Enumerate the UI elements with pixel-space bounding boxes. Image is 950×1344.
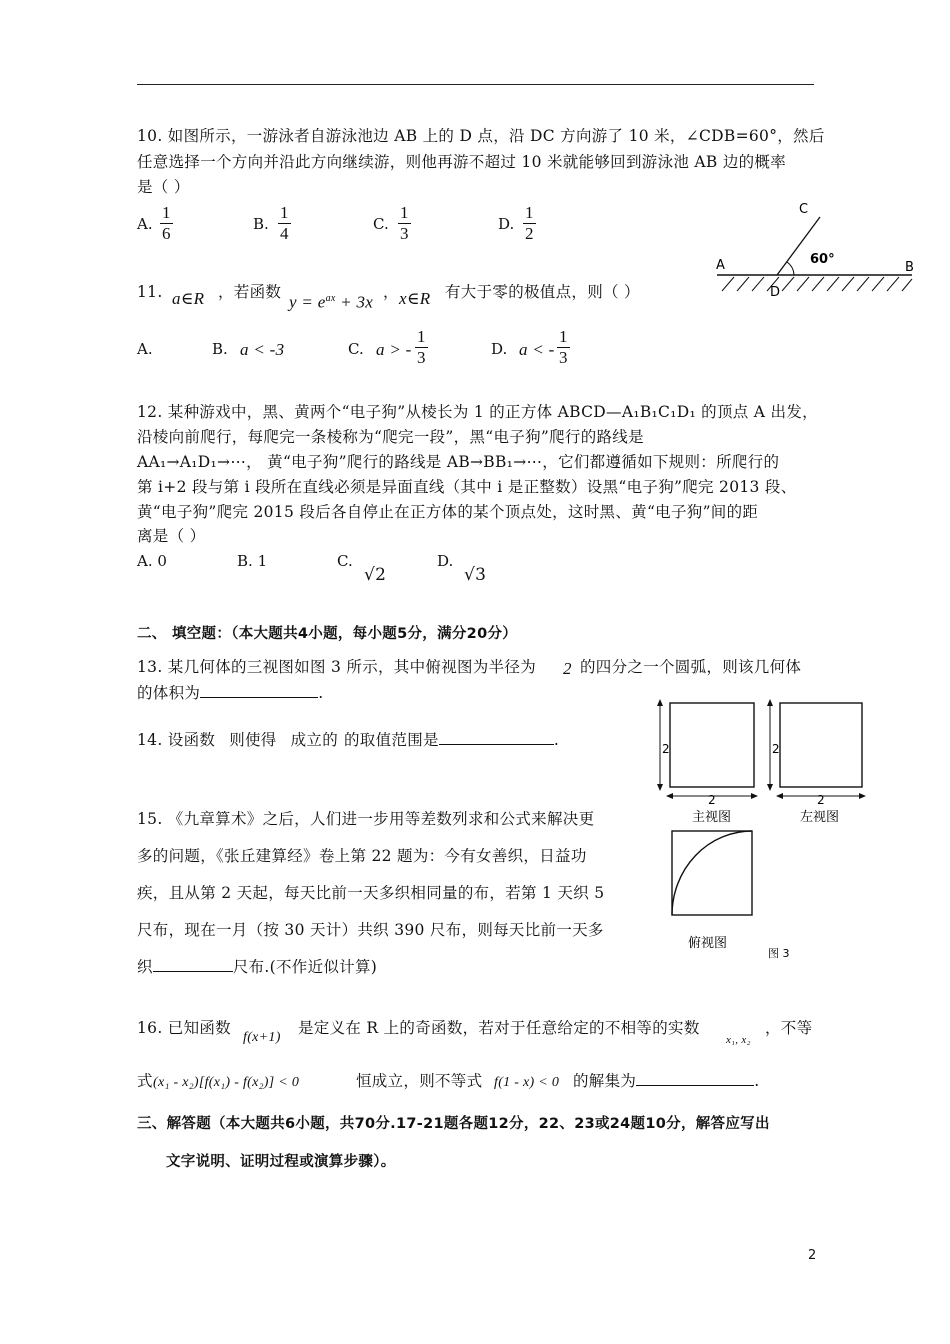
q12-option-c-label: C. — [337, 552, 353, 570]
q12-option-c-expr: √2 — [364, 565, 387, 585]
q16-inequality2: f(1 - x) < 0 — [494, 1075, 560, 1090]
q12-option-d-label: D. — [437, 552, 454, 570]
q12-line1: 12. 某种游戏中，黑、黄两个“电子狗”从棱长为 1 的正方体 ABCD—A₁B₁C₁D₁ 的顶点 A 出发， — [137, 403, 818, 421]
figure-label-a: A — [716, 258, 725, 273]
q10-line1: 10. 如图所示，一游泳者自游泳池边 AB 上的 D 点，沿 DC 方向游了 10 米，∠CDB=60°，然后 — [137, 127, 825, 145]
figure-label-c: C — [799, 202, 809, 217]
q12-line3: AA₁→A₁D₁→⋯， 黄“电子狗”爬行的路线是 AB→BB₁→⋯，它们都遵循如下规则：所爬行的 — [137, 453, 780, 471]
three-views-figure — [650, 695, 870, 965]
q12-line5: 黄“电子狗”爬完 2015 段后各自停止在正方体的某个顶点处，这时黑、黄“电子狗”间的距 — [137, 503, 759, 521]
q11-option-b-label: B. — [212, 340, 228, 358]
q12-option-a: A. 0 — [137, 552, 167, 570]
q16-line1c: ，不等 — [765, 1019, 813, 1037]
q10-option-b-label: B. — [253, 215, 269, 233]
q12-option-d-expr: √3 — [464, 565, 487, 585]
q10-line2: 任意选择一个方向并沿此方向继续游，则他再游不超过 10 米就能够回到游泳池 AB 边的概率 — [137, 153, 787, 171]
q11-text2: 有大于零的极值点，则（ ） — [445, 283, 640, 301]
q13-line2: 的体积为 . — [137, 684, 324, 702]
q11-separator: ， — [383, 283, 399, 301]
section3-line2: 文字说明、证明过程或演算步骤）。 — [166, 1154, 396, 1170]
top-view-label: 俯视图 — [688, 936, 728, 951]
q12-line2: 沿棱向前爬行，每爬完一条棱称为“爬完一段”，黑“电子狗”爬行的路线是 — [137, 428, 644, 446]
q10-option-b-fraction: $\frac{1}{4}$ — [280, 203, 289, 243]
figure-label-d: D — [770, 285, 781, 300]
q11-text1: ，若函数 — [218, 283, 282, 301]
q11-condition-a: a∈R — [172, 289, 205, 308]
q10-line3: 是（ ） — [137, 178, 190, 196]
q14-line: 14. 设函数 则使得 成立的 的取值范围是 . — [137, 731, 560, 749]
q10-option-c-fraction: $\frac{1}{3}$ — [400, 203, 409, 243]
q16-line1b: 是定义在 R 上的奇函数，若对于任意给定的不相等的实数 — [298, 1019, 700, 1037]
q16-line2c: 的解集为 . — [573, 1072, 760, 1090]
front-view-width: 2 — [708, 793, 716, 807]
q13-radius: 2 — [563, 659, 572, 678]
q11-function: $y = e^{ax} + 3x$ — [289, 292, 374, 312]
figure-angle-label: 60° — [810, 252, 835, 267]
pool-figure — [712, 195, 917, 300]
q12-line4: 第 i+2 段与第 i 段所在直线必须是异面直线（其中 i 是正整数）设黑“电子狗”爬完 2013 段、 — [137, 478, 797, 496]
q16-line2a: 式 — [137, 1072, 153, 1090]
q15-line4: 尺布，现在一月（按 30 天计）共织 390 尺布，则每天比前一天多 — [137, 921, 604, 939]
q11-condition-x: x∈R — [399, 289, 431, 308]
q12-option-b: B. 1 — [237, 552, 268, 570]
section2-title: 二、 填空题：（本大题共4小题，每小题5分，满分20分） — [137, 626, 518, 642]
q11-option-d-label: D. — [491, 340, 508, 358]
page-number: 2 — [808, 1248, 817, 1263]
side-view-label: 左视图 — [800, 810, 840, 825]
q15-line5: 织 尺布.(不作近似计算) — [137, 958, 378, 976]
q10-option-a-label: A. — [137, 215, 153, 233]
q10-option-c-label: C. — [373, 215, 389, 233]
q15-line2: 多的问题，《张丘建算经》卷上第 22 题为：今有女善织，日益功 — [137, 847, 587, 865]
q12-line6: 离是（ ） — [137, 527, 206, 545]
q11-option-b-expr: a < -3 — [240, 340, 285, 359]
section3-line1: 三、解答题（本大题共6小题，共70分.17-21题各题12分，22、23或24题10分，解答应写出 — [137, 1116, 770, 1132]
q11-option-c-label: C. — [348, 340, 364, 358]
q15-line3: 疾，且从第 2 天起，每天比前一天多织相同量的布，若第 1 天织 5 — [137, 884, 605, 902]
q11-option-c-expr: a > - — [376, 340, 412, 359]
q13-line1a: 13. 某几何体的三视图如图 3 所示，其中俯视图为半径为 — [137, 658, 536, 676]
q11-option-c-fraction: $\frac{1}{3}$ — [417, 327, 426, 367]
front-view-height: 2 — [662, 742, 670, 756]
q16-variables: x₁, x₂ — [726, 1034, 751, 1046]
front-view-label: 主视图 — [692, 810, 732, 825]
q16-function: f(x+1) — [243, 1030, 281, 1045]
q16-line2b: 恒成立，则不等式 — [356, 1072, 483, 1090]
q13-line1b: 的四分之一个圆弧，则该几何体 — [580, 658, 802, 676]
figure-label-b: B — [905, 260, 914, 275]
q10-option-d-label: D. — [498, 215, 515, 233]
q16-line1a: 16. 已知函数 — [137, 1019, 231, 1037]
side-view-height: 2 — [772, 742, 780, 756]
q11-option-d-fraction: $\frac{1}{3}$ — [559, 327, 568, 367]
q10-option-d-fraction: $\frac{1}{2}$ — [525, 203, 534, 243]
side-view-width: 2 — [817, 793, 825, 807]
header-rule — [137, 84, 814, 85]
figure-3-label: 图 3 — [768, 947, 790, 960]
q15-line1: 15. 《九章算术》之后，人们进一步用等差数列求和公式来解决更 — [137, 810, 595, 828]
q16-inequality: (x₁ - x₂)[f(x₁) - f(x₂)] < 0 — [153, 1075, 300, 1090]
q11-option-d-expr: a < - — [519, 340, 555, 359]
q11-option-a-label: A. — [137, 340, 153, 358]
q10-option-a-fraction: $\frac{1}{6}$ — [162, 203, 171, 243]
q11-number: 11. — [137, 283, 163, 301]
